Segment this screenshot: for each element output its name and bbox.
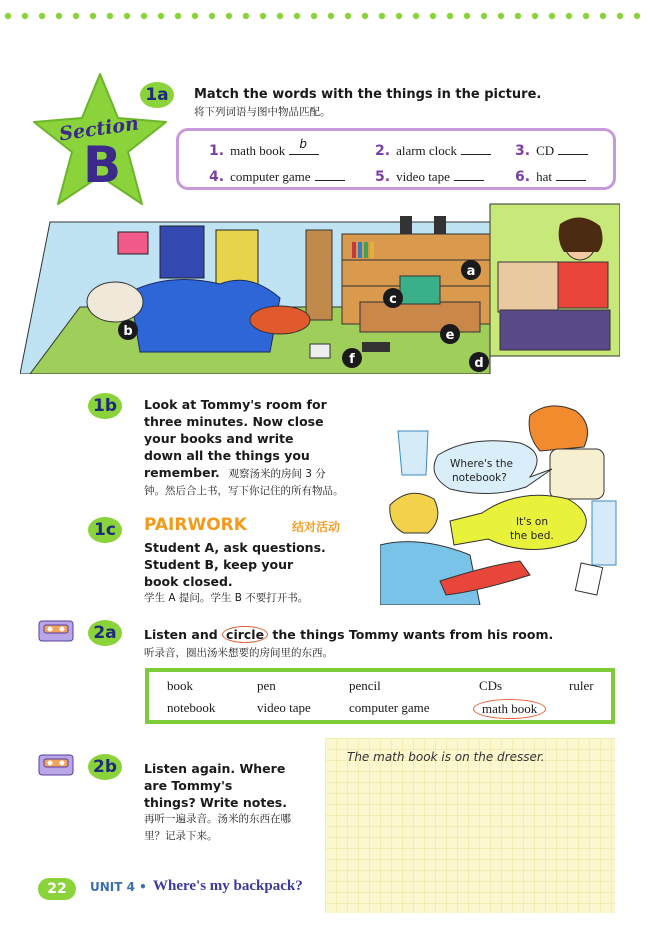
exercise-1a-instruction: Match the words with the things in the picture. — [194, 87, 542, 102]
bubble-question-line2: notebook? — [452, 472, 507, 484]
exercise-2a-badge: 2a — [88, 620, 122, 646]
bubble-question-line1: Where's the — [450, 458, 513, 470]
match-item-6: 6. hat — [515, 169, 586, 185]
border-dot — [243, 13, 249, 19]
border-dot — [532, 13, 538, 19]
answer-blank[interactable] — [315, 171, 345, 181]
match-item-5: 5. video tape — [375, 169, 484, 185]
border-dot — [328, 13, 334, 19]
matching-box — [176, 128, 616, 190]
tommys-room-illustration — [20, 202, 620, 374]
border-dot — [549, 13, 555, 19]
border-dot — [260, 13, 266, 19]
border-dot — [413, 13, 419, 19]
border-dot — [498, 13, 504, 19]
exercise-1c-badge: 1c — [88, 517, 122, 543]
unit-label: UNIT 4 • — [90, 880, 147, 894]
picture-label-e: e — [445, 328, 455, 343]
border-dot — [481, 13, 487, 19]
match-item-4: 4. computer game — [209, 169, 345, 185]
border-dot — [192, 13, 198, 19]
word-item[interactable]: ruler — [569, 678, 594, 693]
border-dot — [430, 13, 436, 19]
border-dot — [294, 13, 300, 19]
border-dot — [362, 13, 368, 19]
exercise-1a-badge: 1a — [140, 82, 174, 108]
pairwork-title-cn: 结对活动 — [292, 520, 341, 534]
border-dot — [22, 13, 28, 19]
page-number: 22 — [38, 878, 76, 900]
section-letter: B — [82, 136, 122, 194]
border-dot — [209, 13, 215, 19]
answer-blank[interactable] — [454, 171, 484, 181]
word-item-circled[interactable]: math book — [473, 699, 546, 719]
border-dot — [226, 13, 232, 19]
exercise-2a-instruction-cn: 听录音，圈出汤米想要的房间里的东西。 — [144, 647, 333, 659]
border-dot — [447, 13, 453, 19]
border-dot — [311, 13, 317, 19]
border-dot — [396, 13, 402, 19]
answer-blank[interactable] — [558, 145, 588, 155]
top-dotted-border — [0, 10, 650, 22]
border-dot — [124, 13, 130, 19]
pairwork-title: PAIRWORK — [144, 515, 247, 535]
border-dot — [73, 13, 79, 19]
exercise-2b-badge: 2b — [88, 754, 122, 780]
border-dot — [345, 13, 351, 19]
border-dot — [464, 13, 470, 19]
picture-label-b: b — [123, 324, 133, 339]
match-item-1: 1. math book b — [209, 143, 319, 159]
exercise-2a-instruction: Listen and circle the things Tommy wants from his room. — [144, 627, 554, 642]
border-dot — [600, 13, 606, 19]
notes-area[interactable] — [325, 738, 615, 913]
border-dot — [566, 13, 572, 19]
exercise-1a-instruction-cn: 将下列词语与图中物品匹配。 — [194, 106, 331, 118]
picture-label-c: c — [389, 292, 397, 307]
match-item-3: 3. CD — [515, 143, 588, 159]
word-item[interactable]: pencil — [349, 678, 381, 693]
audio-tape-icon — [38, 754, 74, 776]
exercise-1b-badge: 1b — [88, 393, 122, 419]
exercise-1b-text: Look at Tommy's room for three minutes. Now close your books and write down all the things you remember. 观察汤米的房间 3 分 钟。然后合上书，写下你记住的所有物品。 — [144, 397, 344, 497]
section-label: Section — [57, 112, 141, 146]
border-dot — [277, 13, 283, 19]
border-dot — [5, 13, 11, 19]
bubble-answer-line2: the bed. — [510, 530, 554, 542]
picture-label-a: a — [466, 264, 476, 279]
border-dot — [158, 13, 164, 19]
border-dot — [634, 13, 640, 19]
match-item-2: 2. alarm clock — [375, 143, 491, 159]
border-dot — [379, 13, 385, 19]
word-item[interactable]: CDs — [479, 678, 503, 693]
border-dot — [56, 13, 62, 19]
picture-label-f: f — [349, 352, 355, 367]
border-dot — [107, 13, 113, 19]
exercise-1c-text: Student A, ask questions. Student B, keep your book closed. 学生 A 提问。学生 B 不要打开书。 — [144, 540, 326, 604]
word-item[interactable]: notebook — [167, 700, 216, 715]
pairwork-cartoon — [380, 395, 620, 605]
exercise-2b-text: Listen again. Where are Tommy's things? Write notes. 再听一遍录音。汤米的东西在哪 里？记录下来。 — [144, 761, 291, 842]
circle-word: circle — [222, 626, 268, 643]
word-item[interactable]: computer game — [349, 700, 430, 715]
unit-title: Where's my backpack? — [153, 878, 303, 894]
word-item[interactable]: book — [167, 678, 193, 693]
audio-tape-icon — [38, 620, 74, 642]
notes-example: The math book is on the dresser. — [347, 750, 545, 764]
border-dot — [175, 13, 181, 19]
answer-blank[interactable] — [556, 171, 586, 181]
border-dot — [515, 13, 521, 19]
answer-blank[interactable]: b — [289, 145, 319, 155]
border-dot — [39, 13, 45, 19]
word-item[interactable]: pen — [257, 678, 276, 693]
border-dot — [583, 13, 589, 19]
word-box — [145, 668, 615, 724]
border-dot — [617, 13, 623, 19]
bubble-answer-line1: It's on — [516, 516, 548, 528]
word-item[interactable]: video tape — [257, 700, 311, 715]
answer-blank[interactable] — [461, 145, 491, 155]
picture-label-d: d — [474, 356, 484, 371]
border-dot — [90, 13, 96, 19]
border-dot — [141, 13, 147, 19]
